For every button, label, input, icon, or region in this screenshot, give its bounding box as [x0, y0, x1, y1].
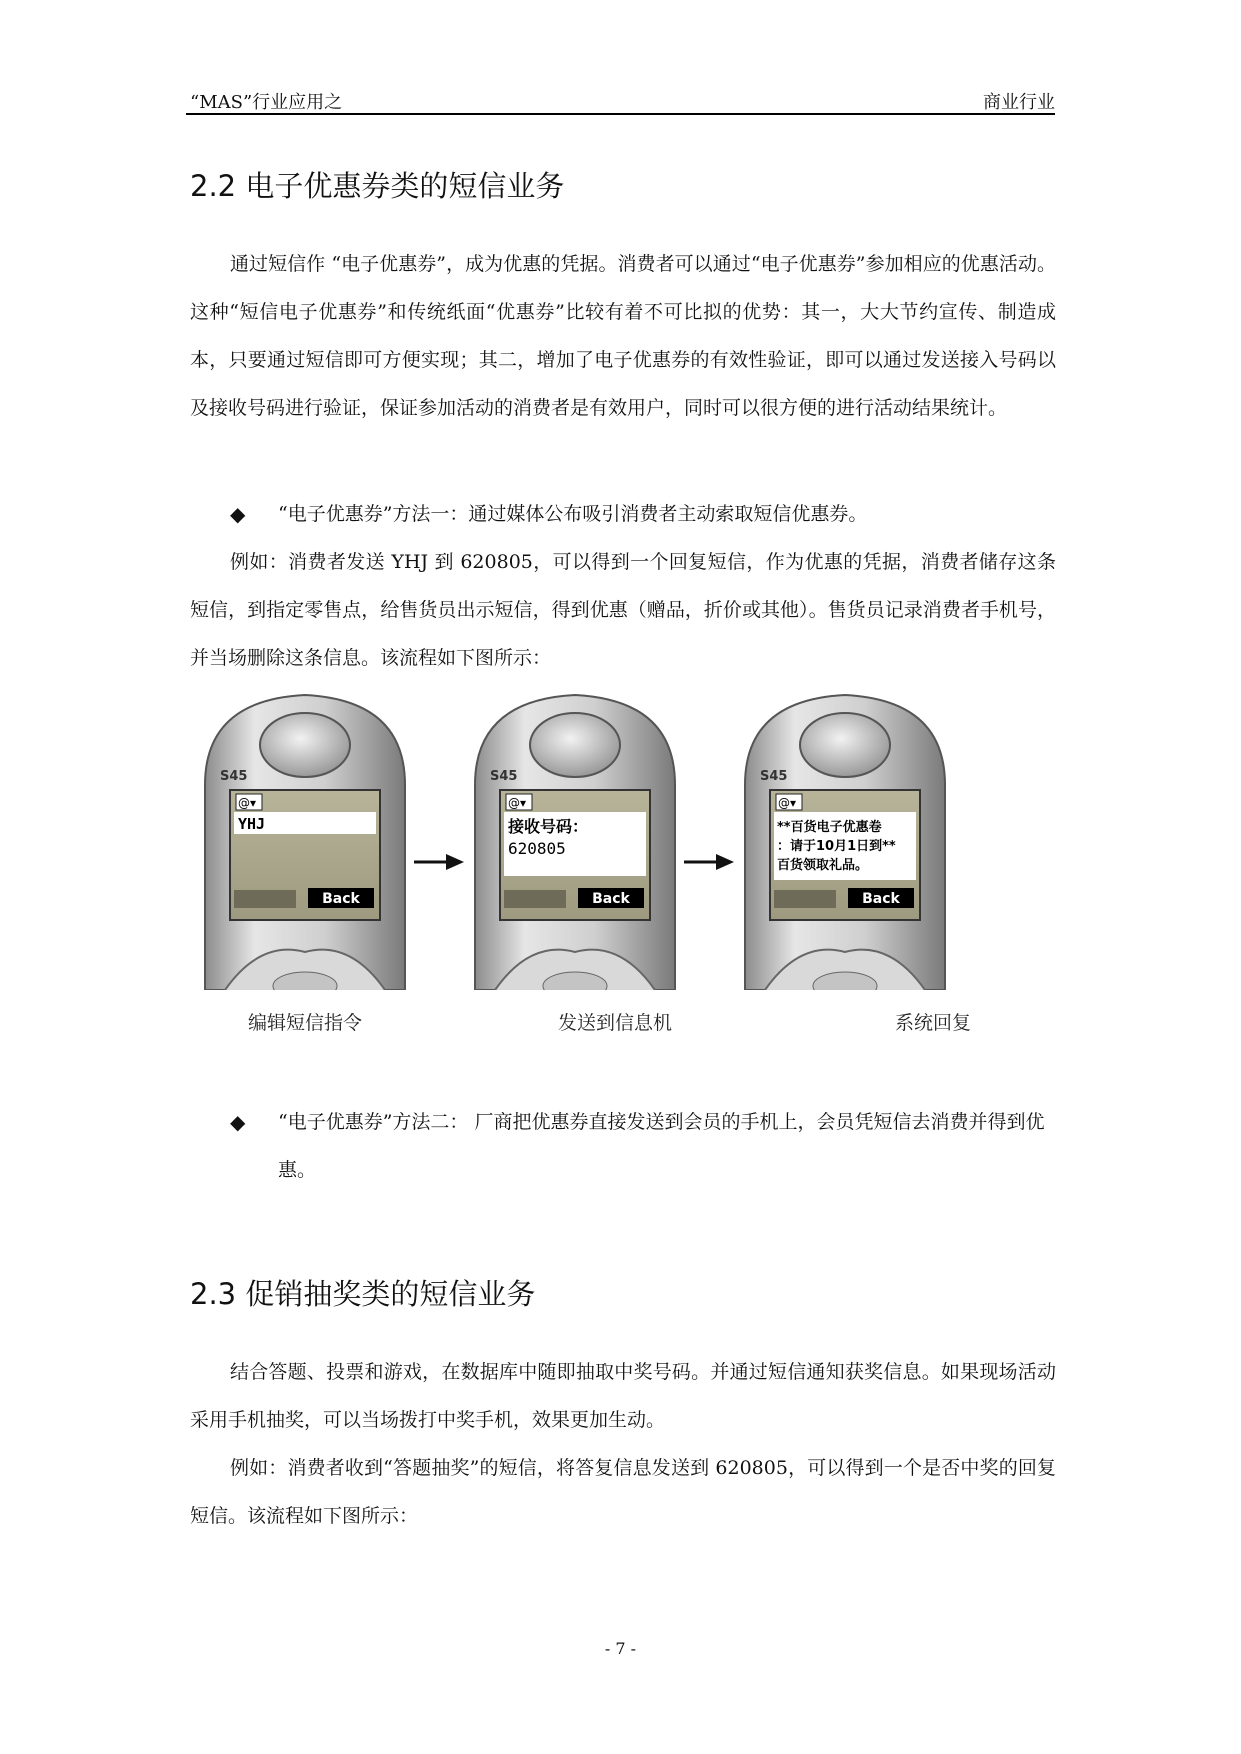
example-1-text: 例如：消费者发送 YHJ 到 620805，可以得到一个回复短信，作为优惠的凭据，消费者储存这条短信，到指定零售点，给售货员出示短信，得到优惠（赠品，折价或其他）。售货员记录消费者手机号，并当场删除这条信息。该流程如下图所示：	[190, 551, 1056, 669]
phone-3-softkey: Back	[862, 891, 900, 907]
phone-2-model: S45	[490, 769, 518, 784]
method-2-item	[230, 1098, 1056, 1194]
caption-phone-1: 编辑短信指令	[248, 1012, 363, 1034]
header-rule	[186, 113, 1055, 115]
phone-2-softkey: Back	[592, 891, 630, 907]
section-2-3-example-text: 例如：消费者收到“答题抽奖”的短信，将答复信息发送到 620805，可以得到一个是否中奖的回复短信。该流程如下图所示：	[190, 1457, 1056, 1527]
phone-3-icon: @▾	[778, 796, 797, 810]
method-1-item	[230, 490, 1056, 538]
phone-1-softkey: Back	[322, 891, 360, 907]
page-number: - 7 -	[604, 1639, 637, 1658]
phone-1-model: S45	[220, 769, 248, 784]
phone-2-screen-line-1: 接收号码：	[508, 817, 589, 836]
bullet-diamond-icon: ◆	[230, 1110, 246, 1134]
phone-1	[205, 695, 405, 1000]
phone-3-screen-line-1: **百货电子优惠卷	[777, 820, 882, 835]
phone-3	[745, 695, 945, 1000]
phone-3-model: S45	[760, 769, 788, 784]
phone-1-screen-line-1: YHJ	[238, 815, 266, 833]
phone-1-icon: @▾	[238, 796, 257, 810]
section-2-2-heading: 2.2 电子优惠券类的短信业务	[190, 169, 565, 203]
sms-flow-illustration	[200, 690, 1060, 1030]
header-left-title: “MAS”行业应用之	[190, 92, 343, 113]
header-right-title: 商业行业	[983, 92, 1055, 113]
sms-flow-figure	[200, 690, 1060, 1030]
phone-2	[475, 695, 675, 1000]
phone-2-screen-line-2: 620805	[508, 839, 566, 858]
method-1-text: “电子优惠券”方法一：通过媒体公布吸引消费者主动索取短信优惠券。	[278, 503, 868, 525]
phone-3-screen-line-3: 百货领取礼品。	[777, 858, 869, 873]
caption-phone-2: 发送到信息机	[558, 1012, 673, 1034]
bullet-diamond-icon: ◆	[230, 502, 246, 526]
section-2-3-intro	[190, 1348, 1056, 1444]
section-2-2-intro	[190, 240, 1056, 432]
method-2-text: “电子优惠券”方法二： 厂商把优惠券直接发送到会员的手机上，会员凭短信去消费并得到优惠。	[278, 1111, 1045, 1181]
phone-3-screen-line-2: ：请于10月1日到**	[777, 839, 896, 854]
section-2-3-example	[190, 1444, 1056, 1540]
phone-2-icon: @▾	[508, 796, 527, 810]
caption-phone-3: 系统回复	[895, 1012, 972, 1034]
section-2-3-heading: 2.3 促销抽奖类的短信业务	[190, 1277, 536, 1311]
example-1	[190, 538, 1056, 682]
section-2-3-intro-text: 结合答题、投票和游戏，在数据库中随即抽取中奖号码。并通过短信通知获奖信息。如果现场活动采用手机抽奖，可以当场拨打中奖手机，效果更加生动。	[190, 1361, 1056, 1431]
section-2-2-intro-text: 通过短信作 “电子优惠券”，成为优惠的凭据。消费者可以通过“电子优惠券”参加相应的优惠活动。这种“短信电子优惠券”和传统纸面“优惠券”比较有着不可比拟的优势：其一，大大节约宣传、制造成本，只要通过短信即可方便实现；其二，增加了电子优惠券的有效性验证，即可以通过发送接入号码以及接收号码进行验证，保证参加活动的消费者是有效用户，同时可以很方便的进行活动结果统计。	[190, 253, 1056, 419]
